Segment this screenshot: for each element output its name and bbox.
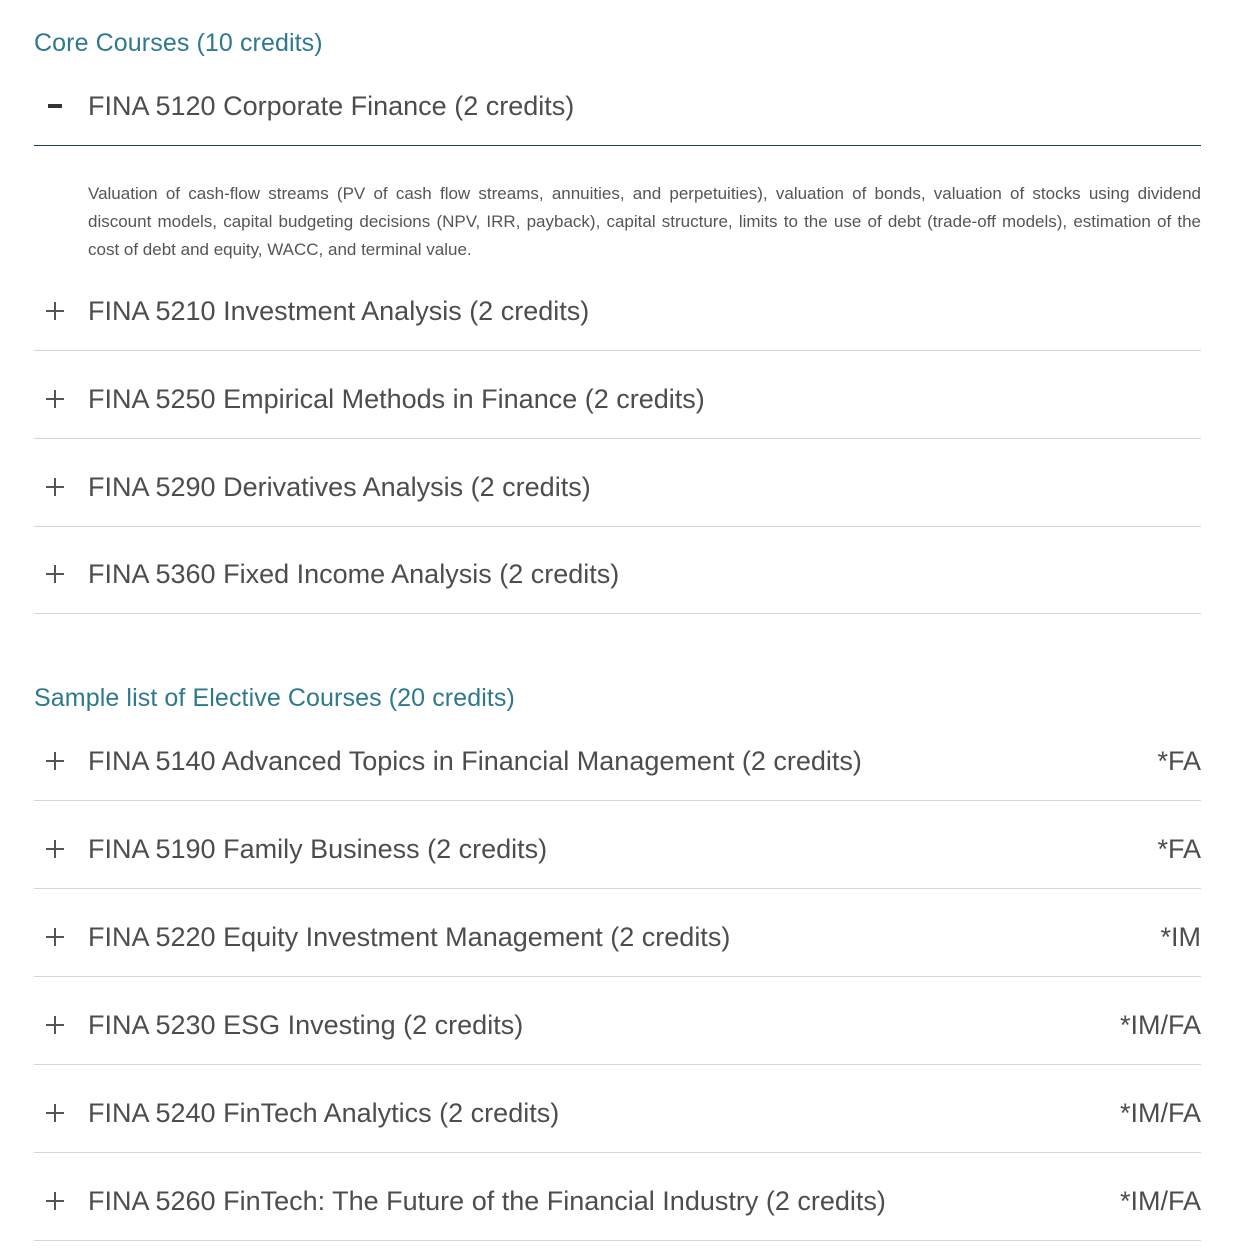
plus-icon[interactable] <box>46 301 66 321</box>
course-title: FINA 5290 Derivatives Analysis (2 credits) <box>88 472 591 502</box>
course-title: FINA 5260 FinTech: The Future of the Financial Industry (2 credits) <box>88 1186 886 1216</box>
plus-icon[interactable] <box>46 477 66 497</box>
accordion-item-fina-5360[interactable] <box>34 550 1201 614</box>
course-title: FINA 5120 Corporate Finance (2 credits) <box>88 91 575 121</box>
concentration-tag: *FA <box>1157 834 1201 864</box>
course-title: FINA 5240 FinTech Analytics (2 credits) <box>88 1098 560 1128</box>
accordion-item-fina-5120[interactable] <box>34 82 1201 146</box>
concentration-tag: *IM <box>1160 922 1201 952</box>
course-title: FINA 5210 Investment Analysis (2 credits) <box>88 296 590 326</box>
course-title: FINA 5230 ESG Investing (2 credits) <box>88 1010 524 1040</box>
elective-courses-heading: Sample list of Elective Courses (20 credits) <box>34 684 515 712</box>
plus-icon[interactable] <box>46 839 66 859</box>
plus-icon[interactable] <box>46 1015 66 1035</box>
concentration-tag: *IM/FA <box>1119 1010 1201 1040</box>
accordion-item-fina-5210[interactable] <box>34 287 1201 351</box>
plus-icon[interactable] <box>46 1191 66 1211</box>
plus-icon[interactable] <box>46 927 66 947</box>
minus-icon[interactable] <box>46 96 66 116</box>
course-title: FINA 5250 Empirical Methods in Finance (2 credits) <box>88 384 705 414</box>
course-title: FINA 5140 Advanced Topics in Financial Management (2 credits) <box>88 746 862 776</box>
plus-icon[interactable] <box>46 1103 66 1123</box>
accordion-item-fina-5220[interactable] <box>34 913 1201 977</box>
concentration-tag: *FA <box>1157 746 1201 776</box>
plus-icon[interactable] <box>46 564 66 584</box>
plus-icon[interactable] <box>46 751 66 771</box>
accordion-item-fina-5260[interactable] <box>34 1177 1201 1241</box>
concentration-tag: *IM/FA <box>1119 1098 1201 1128</box>
course-title: FINA 5190 Family Business (2 credits) <box>88 834 548 864</box>
core-courses-heading: Core Courses (10 credits) <box>34 29 323 57</box>
accordion-item-fina-5240[interactable] <box>34 1089 1201 1153</box>
accordion-item-fina-5230[interactable] <box>34 1001 1201 1065</box>
concentration-tag: *IM/FA <box>1119 1186 1201 1216</box>
accordion-item-fina-5190[interactable] <box>34 825 1201 889</box>
accordion-item-fina-5250[interactable] <box>34 375 1201 439</box>
course-title: FINA 5220 Equity Investment Management (2 credits) <box>88 922 731 952</box>
accordion-item-fina-5140[interactable] <box>34 737 1201 801</box>
plus-icon[interactable] <box>46 389 66 409</box>
accordion-item-fina-5290[interactable] <box>34 463 1201 527</box>
course-description: Valuation of cash-flow streams (PV of cash flow streams, annuities, and perpetuities), valuation of bonds, valuation of stocks using dividend discount models, capital budgeting decisions (NPV, IRR, payback), capital structure, limits to the use of debt (trade-off models), estimation of the cost of debt and equity, WACC, and terminal value. <box>88 184 1201 259</box>
course-title: FINA 5360 Fixed Income Analysis (2 credits) <box>88 559 620 589</box>
